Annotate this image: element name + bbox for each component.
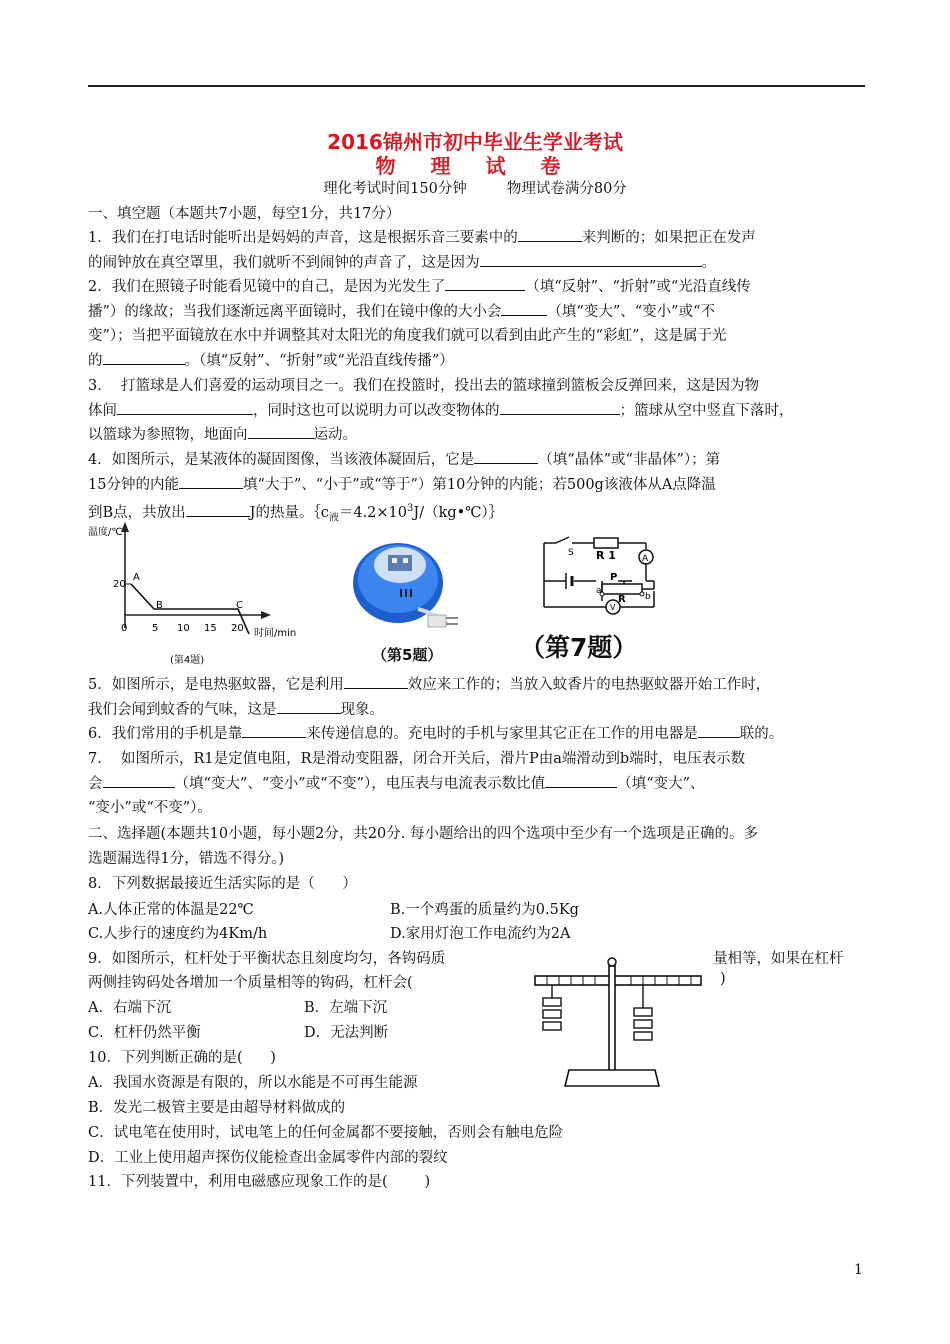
section1-heading: 一、填空题（本题共7小题，每空1分，共17分） — [88, 206, 401, 222]
fig4-point-B: B — [156, 600, 163, 611]
question-2: 2．我们在照镜子时能看见镜中的自己，是因为光发生了 （填“反射”、“折射”或“光沿直线传 播”）的缘故；当我们逐渐远离平面镜时，我们在镜中像的大小会 （填“变大”、“变小”或“不 变”）；当把平面镜放在水中并调整其对太阳光的角度我们就可以看到由此产生的“彩虹”，这是属于光 的 。（填“反射”、“折射”或“光沿直线传播”） — [88, 275, 868, 373]
q8-option-D: D.家用灯泡工作电流约为2A — [390, 926, 571, 942]
fig4-point-A: A — [133, 572, 140, 583]
fig7-a: a — [596, 586, 602, 596]
section2-heading: 二、选择题(本题共10小题，每小题2分，共20分. 每小题给出的四个选项中至少有一个选项是正确的。多 选题漏选得1分，错选不得分。) — [88, 826, 758, 867]
blank[interactable] — [277, 698, 341, 714]
blank[interactable] — [248, 424, 314, 440]
blank[interactable] — [500, 399, 620, 415]
fig4-tick-0: 0 — [121, 623, 128, 634]
R1-resistor — [594, 538, 618, 548]
fig5-caption: （第5题） — [372, 646, 443, 664]
blank[interactable] — [186, 501, 250, 517]
left-weights — [543, 985, 561, 1030]
fig5-mosquito-repeller-image — [348, 525, 478, 640]
fig4-y20: 20 — [113, 579, 126, 590]
question-6: 6．我们常用的手机是靠 来传递信息的。充电时的手机与家里其它正在工作的用电器是 联的。 — [88, 722, 888, 747]
blank[interactable] — [103, 772, 175, 788]
question-9-line1: 9．如图所示，杠杆处于平衡状态且刻度均匀，各钩码质 — [88, 951, 446, 967]
q9-option-A: A．右端下沉 — [88, 1000, 171, 1016]
fig7-P: P — [610, 572, 618, 583]
score-info: 物理试卷满分80分 — [506, 181, 627, 197]
exam-subtitle: 物 理 试 卷 — [375, 154, 575, 178]
question-9-line1-end: 量相等，如果在杠杆 — [713, 951, 844, 967]
blank[interactable] — [518, 227, 582, 243]
blank[interactable] — [117, 399, 253, 415]
question-1: 1．我们在打电话时能听出是妈妈的声音，这是根据乐音三要素中的 来判断的；如果把正在发声 的闹钟放在真空罩里，我们就听不到闹钟的声音了，这是因为 。 — [88, 226, 868, 275]
exam-title: 2016锦州市初中毕业生学业考试 — [327, 130, 623, 154]
question-3: 3． 打篮球是人们喜爱的运动项目之一。我们在投篮时，投出去的篮球撞到篮板会反弹回来，这是因为物 体间 ，同时这也可以说明力可以改变物体的 ；篮球从空中竖直下落时， 以篮球为参照物，地面向 运动。 — [88, 378, 794, 443]
fig7-R1: R 1 — [596, 549, 616, 562]
question-10: 10．下列判断正确的是( ) — [88, 1050, 276, 1066]
fig7-b: b — [645, 592, 651, 602]
fig7-S: S — [568, 548, 574, 558]
fig7-circuit — [536, 535, 666, 615]
q9-option-C: C．杠杆仍然平衡 — [88, 1025, 201, 1041]
fig4-xlabel: 时间/min — [254, 628, 297, 639]
blank[interactable] — [480, 251, 702, 267]
blank[interactable] — [103, 349, 185, 365]
top-rule — [88, 85, 865, 87]
question-8: 8．下列数据最接近生活实际的是（ ） — [88, 876, 357, 892]
blank[interactable] — [501, 300, 547, 316]
blank[interactable] — [242, 723, 306, 739]
question-9-paren: ) — [720, 971, 726, 987]
lever-bar — [535, 976, 701, 985]
right-weights — [634, 985, 652, 1040]
fig4-tick-5: 5 — [152, 623, 159, 634]
fig7-V: V — [610, 603, 616, 612]
blank[interactable] — [344, 674, 408, 690]
q10-option-B: B．发光二极管主要是由超导材料做成的 — [88, 1100, 346, 1116]
fig4-ylabel: 温度/℃ — [88, 527, 123, 538]
fig7-A: A — [642, 554, 649, 564]
exam-info — [0, 177, 950, 198]
q8-option-B: B.一个鸡蛋的质量约为0.5Kg — [390, 902, 579, 918]
q8-option-A: A.人体正常的体温是22℃ — [88, 902, 254, 918]
fig4-point-C: C — [236, 600, 243, 611]
fig4-graph — [86, 520, 316, 670]
blank[interactable] — [179, 473, 243, 489]
question-7: 7． 如图所示，R1是定值电阻，R是滑动变阻器，闭合开关后，滑片P由a端滑动到b端时，电压表示数 会 （填“变大”、“变小”或“不变”），电压表与电流表示数比值 （填“变大”、 “变小”或“不变”）。 — [88, 751, 746, 816]
fig4-caption: (第4题) — [170, 655, 205, 666]
stand-base — [565, 1070, 659, 1086]
pivot-knob — [608, 958, 616, 966]
blank[interactable] — [545, 772, 617, 788]
q10-option-C: C．试电笔在使用时，试电笔上的任何金属都不要接触，否则会有触电危险 — [88, 1125, 564, 1141]
question-11: 11．下列装置中，利用电磁感应现象工作的是( ) — [88, 1174, 431, 1190]
fig7-caption: （第7题） — [520, 633, 638, 662]
blank[interactable] — [698, 723, 740, 739]
fig4-tick-10: 10 — [177, 623, 190, 634]
question-5: 5．如图所示，是电热驱蚊器，它是利用 效应来工作的；当放入蚊香片的电热驱蚊器开始工作时， 我们会闻到蚊香的气味，这是 现象。 — [88, 673, 868, 722]
q9-option-D: D．无法判断 — [304, 1025, 389, 1041]
q9-option-B: B．左端下沉 — [304, 1000, 388, 1016]
rheostat — [602, 584, 642, 594]
time-info: 理化考试时间150分钟 — [323, 181, 467, 197]
fig4-tick-15: 15 — [204, 623, 217, 634]
fig4-tick-20: 20 — [231, 623, 244, 634]
x-axis-arrow — [261, 611, 271, 619]
q10-option-D: D．工业上使用超声探伤仪能检查出金属零件内部的裂纹 — [88, 1150, 448, 1166]
blank[interactable] — [474, 449, 538, 465]
page-number: 1 — [854, 1262, 863, 1278]
q10-option-A: A．我国水资源是有限的，所以水能是不可再生能源 — [88, 1075, 418, 1091]
blank[interactable] — [445, 276, 525, 292]
fig7-R: R — [618, 594, 626, 605]
question-9-line2: 两侧挂钩码处各增加一个质量相等的钩码，杠杆会( — [88, 975, 413, 991]
question-4: 4．如图所示，是某液体的凝固图像，当该液体凝固后，它是 （填“晶体”或“非晶体”）；第 15分钟的内能 填“大于”、“小于”或“等于”）第10分钟的内能；若500g该液体从A点降温 到B点，共放出 J的热量。$\{c_液=4.2\times 10^3J/(kg•℃)\}$ — [88, 448, 868, 531]
q8-option-C: C.人步行的速度约为4Km/h — [88, 926, 268, 942]
